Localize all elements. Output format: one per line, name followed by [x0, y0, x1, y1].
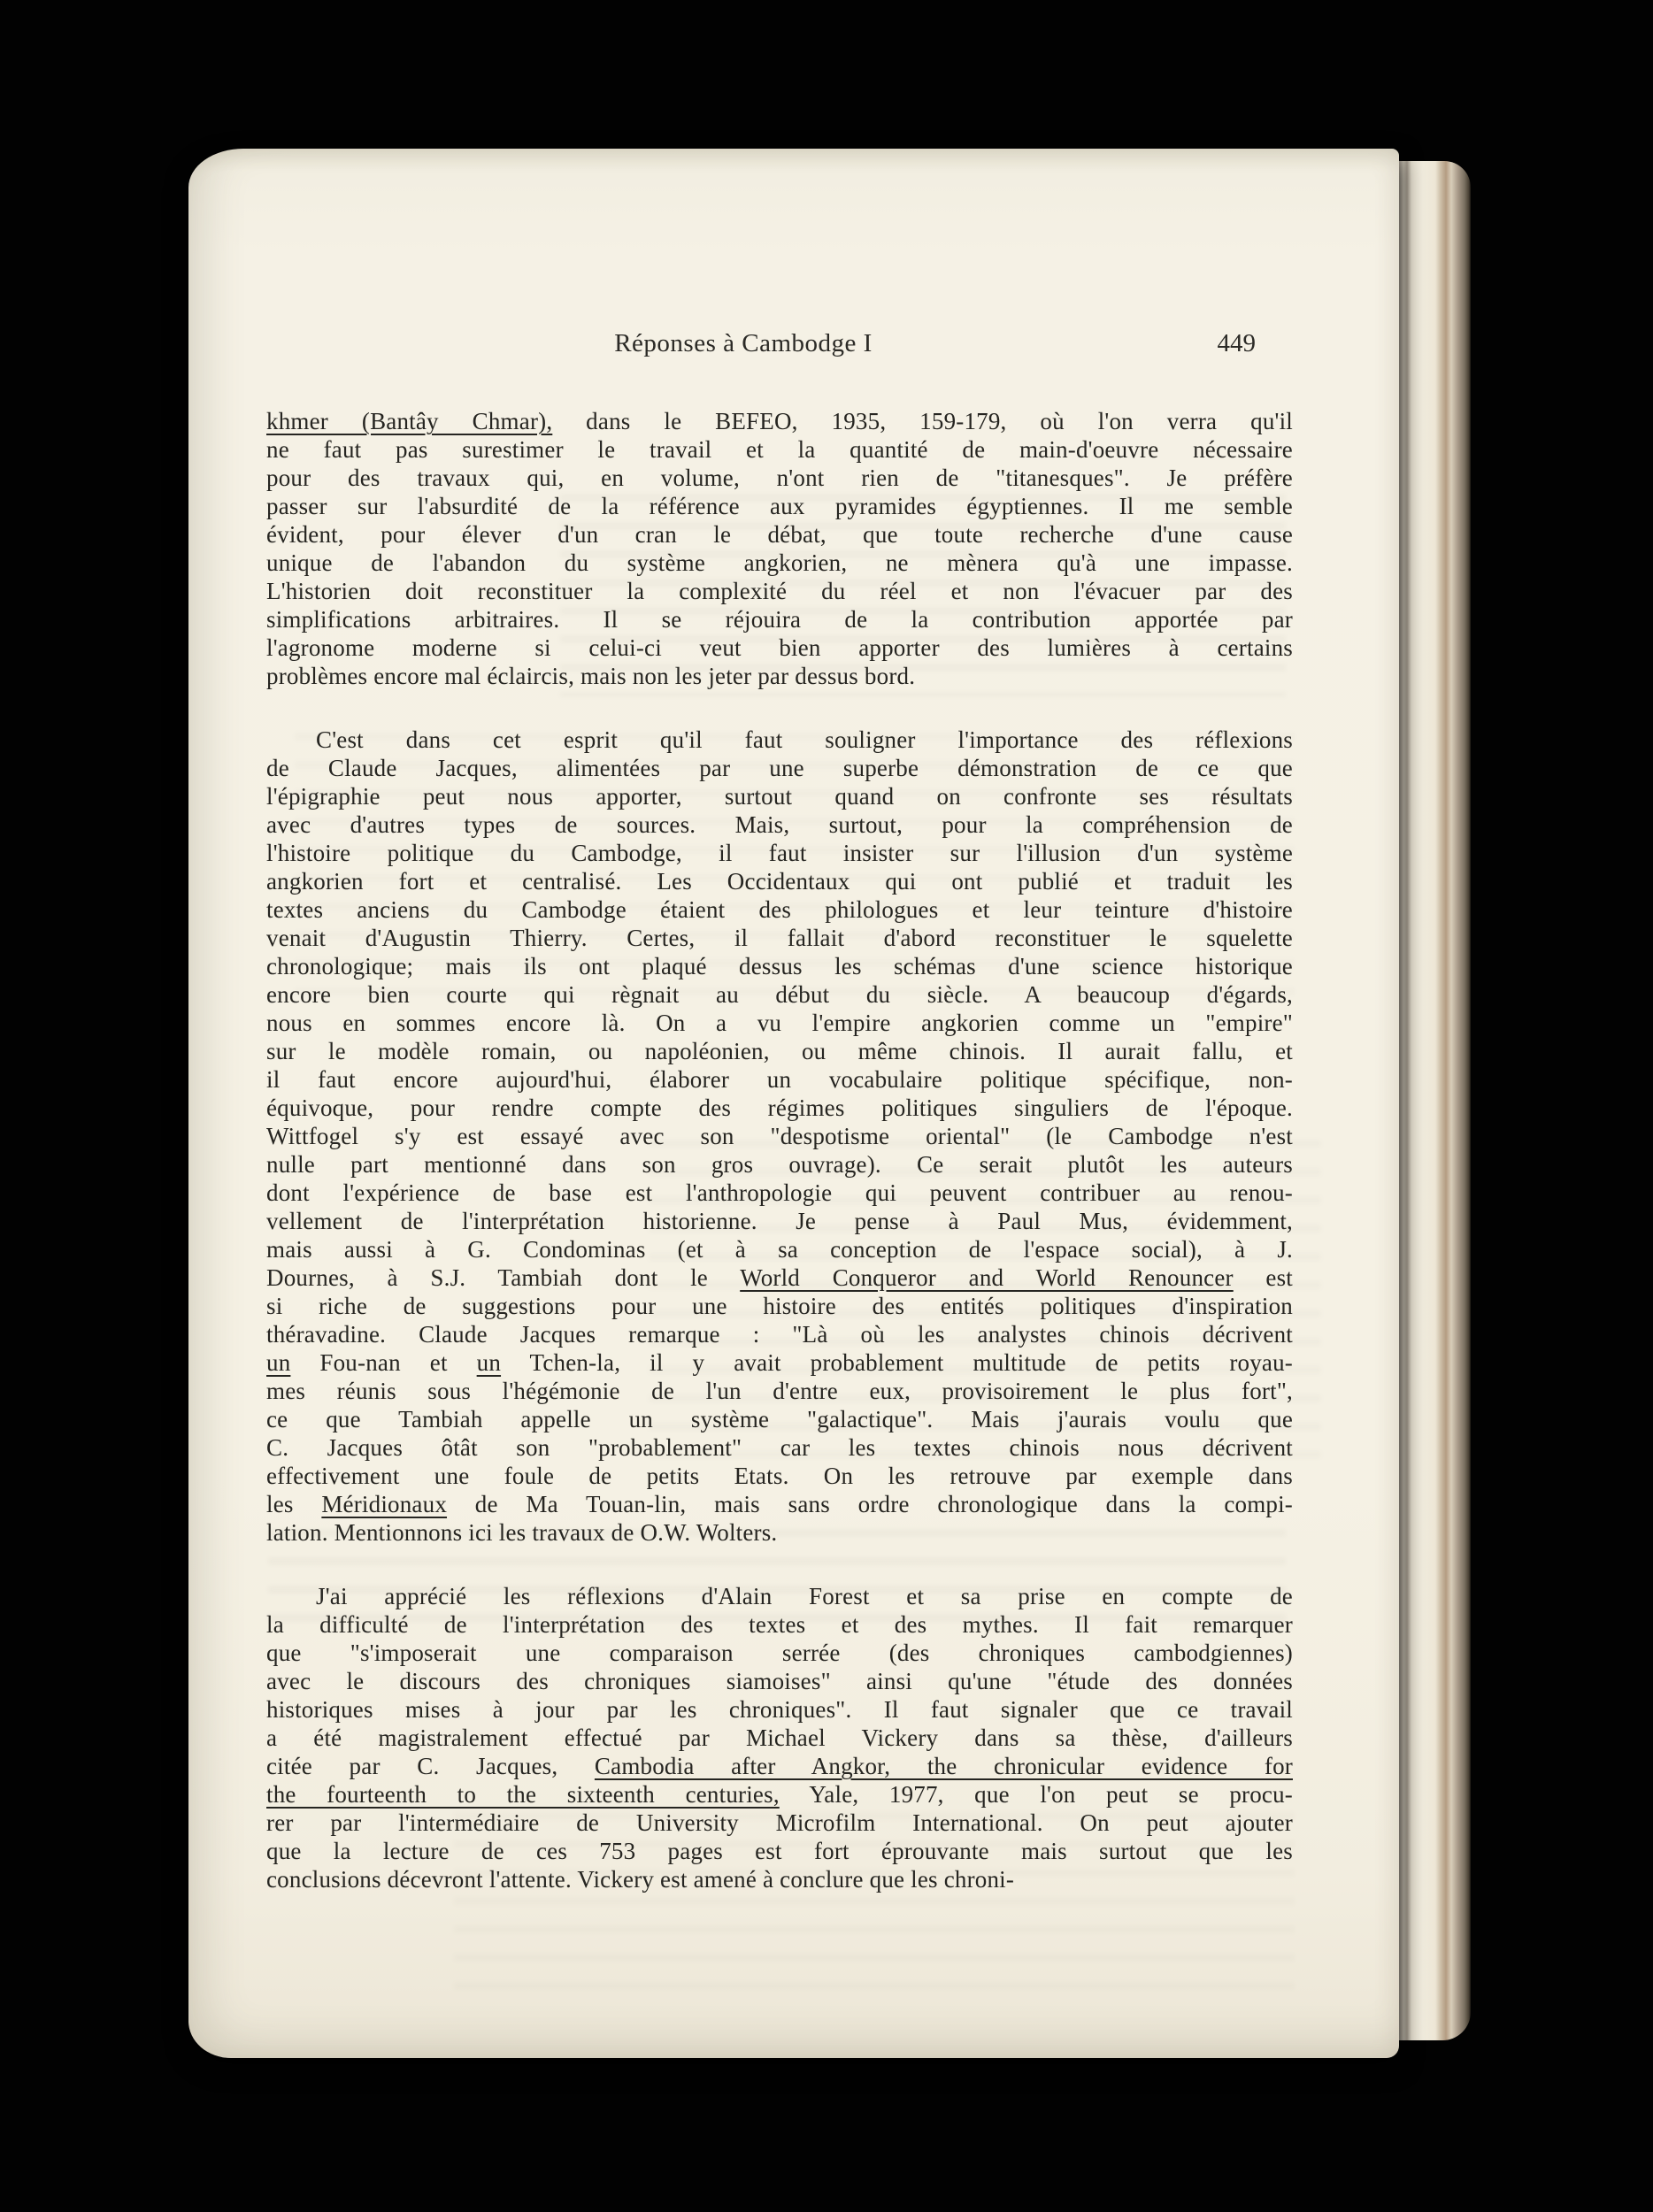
book-page [188, 149, 1399, 2058]
text-segment: de Claude Jacques, alimentées par une superbe démonstration de ce que [266, 755, 1293, 781]
text-line [266, 1724, 1293, 1752]
underlined-text: khmer (Bantây Chmar), [266, 408, 553, 434]
text-segment: vellement de l'interprétation historienne. Je pense à Paul Mus, évidemment, [266, 1208, 1293, 1234]
text-line [266, 782, 1293, 810]
underlined-text: Cambodia after Angkor, the chronicular evidence for [594, 1753, 1293, 1779]
text-segment: venait d'Augustin Thierry. Certes, il fallait d'abord reconstituer le squelette [266, 925, 1293, 951]
text-segment: l'épigraphie peut nous apporter, surtout quand on confronte ses résultats [266, 783, 1293, 810]
text-line [266, 520, 1293, 549]
text-line [266, 952, 1293, 980]
underlined-text: un [266, 1349, 291, 1376]
text-line [266, 1348, 1293, 1377]
text-segment: l'agronome moderne si celui-ci veut bien apporter des lumières à certains [266, 634, 1293, 661]
text-segment: avec d'autres types de sources. Mais, surtout, pour la compréhension de [266, 811, 1293, 838]
text-segment: mais aussi à G. Condominas (et à sa conception de l'espace social), à J. [266, 1236, 1293, 1263]
text-line [266, 867, 1293, 895]
text-line [266, 1582, 1293, 1610]
text-segment: historiques mises à jour par les chroniques". Il faut signaler que ce travail [266, 1696, 1293, 1723]
text-line [266, 980, 1293, 1009]
text-line [266, 1263, 1293, 1292]
paragraph [266, 1582, 1293, 1893]
text-line [266, 1433, 1293, 1462]
text-segment: a été magistralement effectué par Michael Vickery dans sa thèse, d'ailleurs [266, 1724, 1293, 1751]
text-segment: avec le discours des chroniques siamoises" ainsi qu'une "étude des données [266, 1668, 1293, 1694]
text-segment: nous en sommes encore là. On a vu l'empire angkorien comme un "empire" [266, 1010, 1293, 1036]
text-line [266, 1094, 1293, 1122]
text-line [266, 1122, 1293, 1150]
text-line [266, 810, 1293, 839]
text-segment: conclusions décevront l'attente. Vickery est amené à conclure que les chroni- [266, 1866, 1015, 1893]
text-segment: Dournes, à S.J. Tambiah dont le [266, 1264, 741, 1291]
running-header-title: Réponses à Cambodge I [614, 329, 873, 357]
text-segment: L'historien doit reconstituer la complexité du réel et non l'évacuer par des [266, 578, 1293, 604]
text-segment: problèmes encore mal éclaircis, mais non les jeter par dessus bord. [266, 663, 916, 689]
text-line [266, 895, 1293, 924]
text-line [266, 464, 1293, 492]
text-segment: C. Jacques ôtât son "probablement" car les textes chinois nous décrivent [266, 1434, 1293, 1461]
text-line [266, 1837, 1293, 1865]
text-segment: dont l'expérience de base est l'anthropologie qui peuvent contribuer au renou- [266, 1179, 1293, 1206]
text-segment: que la lecture de ces 753 pages est fort éprouvante mais surtout que les [266, 1838, 1293, 1864]
text-line [266, 1179, 1293, 1207]
text-segment: l'histoire politique du Cambodge, il faut insister sur l'illusion d'un système [266, 840, 1293, 866]
text-line [266, 407, 1293, 435]
text-segment: simplifications arbitraires. Il se réjouira de la contribution apportée par [266, 606, 1293, 633]
text-segment: théravadine. Claude Jacques remarque : "Là où les analystes chinois décrivent [266, 1321, 1293, 1348]
text-segment: équivoque, pour rendre compte des régimes politiques singuliers de l'époque. [266, 1094, 1293, 1121]
text-line [266, 1377, 1293, 1405]
text-line [266, 1292, 1293, 1320]
text-segment: angkorien fort et centralisé. Les Occidentaux qui ont publié et traduit les [266, 868, 1293, 895]
text-segment: J'ai apprécié les réflexions d'Alain Forest et sa prise en compte de [316, 1583, 1293, 1609]
text-segment: ne faut pas surestimer le travail et la quantité de main-d'oeuvre nécessaire [266, 436, 1293, 463]
text-line [266, 492, 1293, 520]
text-segment: Wittfogel s'y est essayé avec son "despotisme oriental" (le Cambodge n'est [266, 1123, 1293, 1149]
text-line [266, 1490, 1293, 1518]
text-line [266, 924, 1293, 952]
text-line [266, 1809, 1293, 1837]
text-segment: évident, pour élever d'un cran le débat, que toute recherche d'une cause [266, 521, 1293, 548]
text-segment: effectivement une foule de petits Etats. On les retrouve par exemple dans [266, 1463, 1293, 1489]
text-segment: unique de l'abandon du système angkorien, ne mènera qu'à une impasse. [266, 549, 1293, 576]
text-line [266, 1065, 1293, 1094]
paragraph [266, 407, 1293, 690]
underlined-text: the fourteenth to the sixteenth centuries, [266, 1781, 780, 1808]
text-line [266, 1667, 1293, 1695]
text-line [266, 1639, 1293, 1667]
text-line [266, 1405, 1293, 1433]
text-line [266, 1235, 1293, 1263]
text-line [266, 1207, 1293, 1235]
running-header [266, 329, 1293, 365]
text-line [266, 577, 1293, 605]
text-line [266, 605, 1293, 634]
text-segment: ce que Tambiah appelle un système "galactique". Mais j'aurais voulu que [266, 1406, 1293, 1432]
text-line [266, 1780, 1293, 1809]
text-segment: est [1233, 1264, 1294, 1291]
text-segment: encore bien courte qui règnait au début du siècle. A beaucoup d'égards, [266, 981, 1293, 1008]
text-segment: C'est dans cet esprit qu'il faut souligner l'importance des réflexions [316, 726, 1293, 753]
text-segment: Tchen-la, il y avait probablement multitude de petits royau- [501, 1349, 1293, 1376]
text-segment: mes réunis sous l'hégémonie de l'un d'entre eux, provisoirement le plus fort", [266, 1378, 1293, 1404]
text-line [266, 1610, 1293, 1639]
text-segment: si riche de suggestions pour une histoire des entités politiques d'inspiration [266, 1293, 1293, 1319]
text-segment: sur le modèle romain, ou napoléonien, ou même chinois. Il aurait fallu, et [266, 1038, 1293, 1064]
text-segment: les [266, 1491, 322, 1517]
text-line [266, 1320, 1293, 1348]
text-segment: chronologique; mais ils ont plaqué dessus les schémas d'une science historique [266, 953, 1293, 979]
text-line [266, 1037, 1293, 1065]
text-segment: rer par l'intermédiaire de University Microfilm International. On peut ajouter [266, 1809, 1293, 1836]
text-line [266, 549, 1293, 577]
text-block [266, 407, 1293, 1893]
text-line [266, 726, 1293, 754]
text-segment: citée par C. Jacques, [266, 1753, 595, 1779]
underlined-text: World Conqueror and World Renouncer [740, 1264, 1234, 1291]
text-line [266, 1865, 1293, 1893]
text-line [266, 1752, 1293, 1780]
text-line [266, 1009, 1293, 1037]
text-line [266, 634, 1293, 662]
text-line [266, 662, 1293, 690]
text-line [266, 435, 1293, 464]
text-segment: il faut encore aujourd'hui, élaborer un vocabulaire politique spécifique, non- [266, 1066, 1293, 1093]
text-segment: pour des travaux qui, en volume, n'ont rien de "titanesques". Je préfère [266, 465, 1293, 491]
paragraph [266, 726, 1293, 1547]
text-segment: Yale, 1977, que l'on peut se procu- [779, 1781, 1293, 1808]
text-segment: textes anciens du Cambodge étaient des philologues et leur teinture d'histoire [266, 896, 1293, 923]
text-line [266, 754, 1293, 782]
text-segment: la difficulté de l'interprétation des textes et des mythes. Il fait remarquer [266, 1611, 1293, 1638]
page-number: 449 [1217, 329, 1256, 357]
text-line [266, 1695, 1293, 1724]
text-line [266, 1150, 1293, 1179]
text-segment: passer sur l'absurdité de la référence aux pyramides égyptiennes. Il me semble [266, 493, 1293, 519]
text-line [266, 839, 1293, 867]
underlined-text: un [476, 1349, 502, 1376]
underlined-text: Méridionaux [321, 1491, 448, 1517]
text-segment: de Ma Touan-lin, mais sans ordre chronologique dans la compi- [447, 1491, 1293, 1517]
text-segment: dans le BEFEO, 1935, 159-179, où l'on verra qu'il [552, 408, 1293, 434]
text-segment: nulle part mentionné dans son gros ouvrage). Ce serait plutôt les auteurs [266, 1151, 1293, 1178]
text-segment: que "s'imposerait une comparaison serrée (des chroniques cambodgiennes) [266, 1640, 1293, 1666]
text-segment: lation. Mentionnons ici les travaux de O.W. Wolters. [266, 1519, 778, 1546]
text-segment: Fou-nan et [290, 1349, 477, 1376]
text-line [266, 1518, 1293, 1547]
text-line [266, 1462, 1293, 1490]
